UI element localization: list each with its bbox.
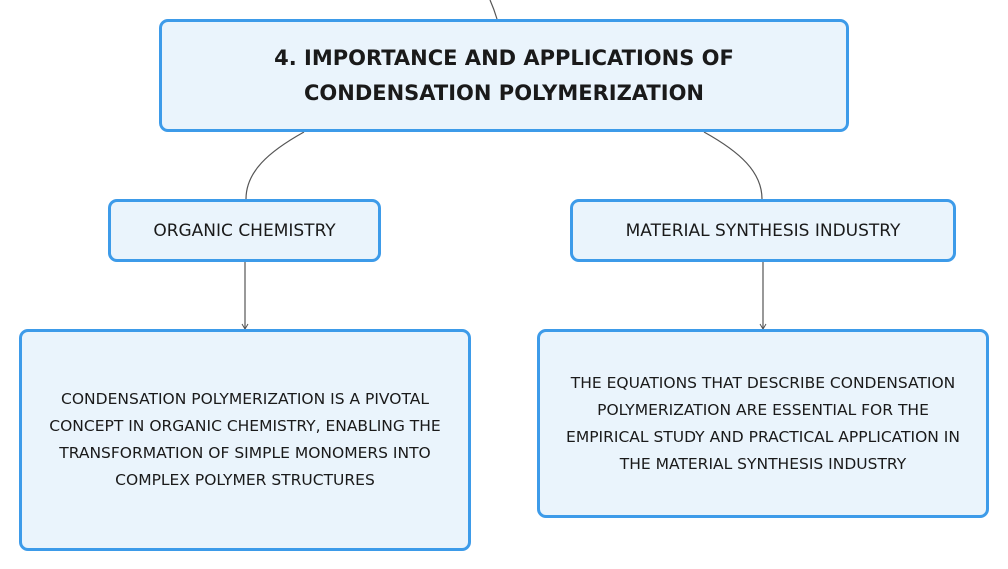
- root-topic-node[interactable]: [159, 19, 849, 132]
- branch-node-organic-chemistry[interactable]: [108, 199, 381, 262]
- root-to-organic-connector: [246, 132, 304, 199]
- detail-text-material-synthesis-industry: THE EQUATIONS THAT DESCRIBE CONDENSATION POLYMERIZATION ARE ESSENTIAL FOR THE EMPIRICAL STUDY AND PRACTICAL APPLICATION IN THE MATERIAL SYNTHESIS INDUSTRY: [566, 373, 960, 473]
- detail-node-material-synthesis-industry[interactable]: [537, 329, 989, 518]
- root-topic-label: 4. IMPORTANCE AND APPLICATIONS OF CONDENSATION POLYMERIZATION: [274, 45, 734, 105]
- root-to-material-connector: [704, 132, 762, 199]
- incoming-connector: [490, 0, 497, 19]
- branch-node-material-synthesis-industry[interactable]: [570, 199, 956, 262]
- detail-node-organic-chemistry[interactable]: [19, 329, 471, 551]
- detail-text-organic-chemistry: CONDENSATION POLYMERIZATION IS A PIVOTAL CONCEPT IN ORGANIC CHEMISTRY, ENABLING THE TRANSFORMATION OF SIMPLE MONOMERS INTO COMPLEX POLYMER STRUCTURES: [49, 390, 441, 489]
- branch-label-material-synthesis-industry: MATERIAL SYNTHESIS INDUSTRY: [625, 220, 901, 241]
- branch-label-organic-chemistry: ORGANIC CHEMISTRY: [153, 220, 336, 241]
